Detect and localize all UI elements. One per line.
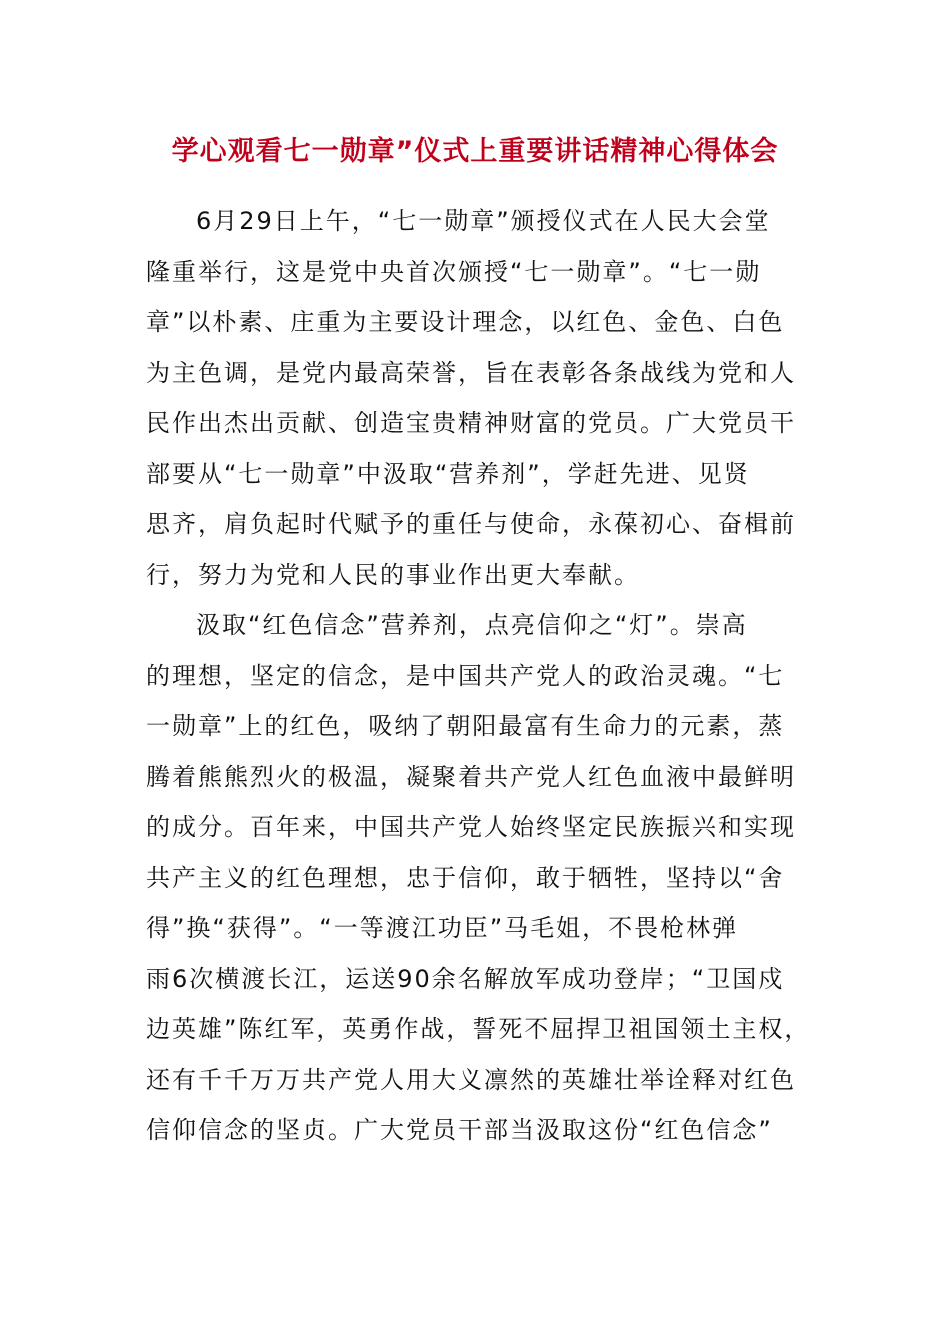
text-line: 部要从“七一勋章”中汲取“营养剂”，学赶先进、见贤	[146, 459, 750, 488]
text-line: 还有千千万万共产党人用大义凛然的英雄壮举诠释对红色	[146, 1065, 796, 1094]
text-line: 得”换“获得”。“一等渡江功臣”马毛姐，不畏枪林弹	[146, 914, 739, 942]
text-line: 为主色调，是党内最高荣誉，旨在表彰各条战线为党和人	[146, 358, 796, 387]
text-line: 隆重举行，这是党中央首次颁授“七一勋章”。“七一勋	[146, 257, 762, 286]
paragraph-2	[146, 600, 811, 1156]
text-line: 的成分。百年来，中国共产党人始终坚定民族振兴和实现	[146, 813, 796, 841]
text-line: 思齐，肩负起时代赋予的重任与使命，永葆初心、奋楫前	[146, 510, 796, 538]
text-line: 的理想，坚定的信念，是中国共产党人的政治灵魂。“七	[146, 661, 785, 690]
text-line: 汲取“红色信念”营养剂，点亮信仰之“灯”。崇高	[196, 611, 748, 639]
text-line: 共产主义的红色理想，忠于信仰，敢于牺牲，坚持以“舍	[146, 863, 785, 892]
text-line: 一勋章”上的红色，吸纳了朝阳最富有生命力的元素，蒸	[146, 712, 785, 740]
text-line: 雨6次横渡长江，运送90余名解放军成功登岸；“卫国戍	[146, 964, 785, 993]
text-line: 章”以朴素、庄重为主要设计理念，以红色、金色、白色	[146, 308, 785, 336]
paragraph-1	[146, 196, 796, 600]
text-line: 民作出杰出贡献、创造宝贵精神财富的党员。广大党员干	[146, 409, 796, 437]
document-body	[146, 196, 811, 1156]
text-line: 6月29日上午，“七一勋章”颁授仪式在人民大会堂	[196, 207, 771, 235]
text-line: 腾着熊熊烈火的极温，凝聚着共产党人红色血液中最鲜明	[146, 762, 796, 791]
text-line: 信仰信念的坚贞。广大党员干部当汲取这份“红色信念”	[146, 1116, 773, 1144]
text-line: 行，努力为党和人民的事业作出更大奉献。	[146, 560, 640, 589]
document-title: 学心观看七一勋章”仪式上重要讲话精神心得体会	[171, 136, 779, 167]
text-line: 边英雄”陈红军，英勇作战，誓死不屈捍卫祖国领土主权，	[146, 1015, 811, 1043]
